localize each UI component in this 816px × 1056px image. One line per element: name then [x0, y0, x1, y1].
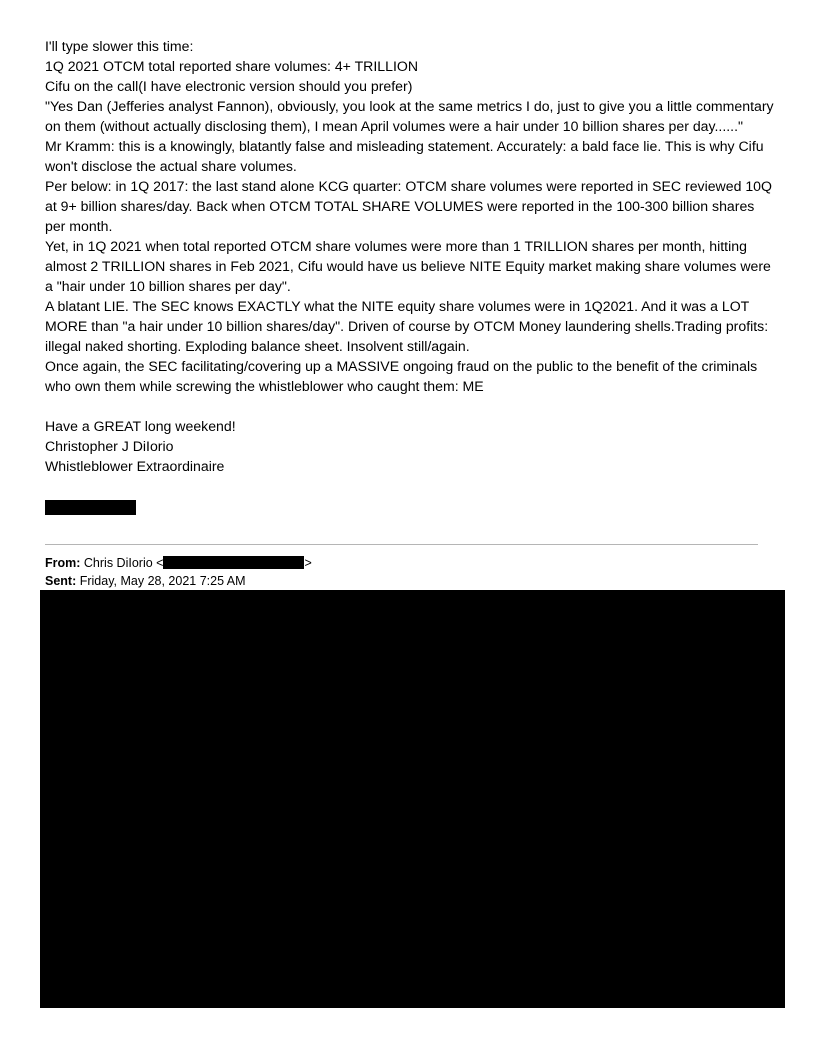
blank-line	[45, 396, 775, 416]
sent-value: Friday, May 28, 2021 7:25 AM	[79, 574, 246, 588]
divider	[45, 544, 758, 545]
sent-row	[45, 572, 312, 590]
email-body	[45, 36, 775, 476]
quoted-email-header	[45, 554, 312, 590]
signature-closing: Have a GREAT long weekend!	[45, 418, 236, 434]
body-line: Mr Kramm: this is a knowingly, blatantly false and misleading statement. Accurately: a bald face lie. This is why Cifu won't disclose the actual share volumes.	[45, 138, 764, 174]
from-close: >	[304, 556, 312, 570]
redacted-block	[40, 590, 785, 1008]
body-line: Per below: in 1Q 2017: the last stand alone KCG quarter: OTCM share volumes were reported in SEC reviewed 10Q at 9+ billion shares/day. Back when OTCM TOTAL SHARE VOLUMES were reported in the 100-300 billion shares per month.	[45, 178, 772, 234]
redacted-email	[163, 556, 304, 569]
from-row	[45, 554, 312, 572]
signature-title: Whistleblower Extraordinaire	[45, 458, 225, 474]
sent-label: Sent:	[45, 574, 77, 588]
body-line: A blatant LIE. The SEC knows EXACTLY what the NITE equity share volumes were in 1Q2021. And it was a LOT MORE than "a hair under 10 billion shares/day". Driven of course by OTCM Money laundering shells.Trading profits: illegal naked shorting. Exploding balance sheet. Insolvent still/again.	[45, 298, 769, 354]
from-name: Chris DiIorio <	[83, 556, 164, 570]
body-line: Cifu on the call(I have electronic version should you prefer)	[45, 78, 413, 94]
redaction-bar	[45, 500, 136, 515]
body-line: "Yes Dan (Jefferies analyst Fannon), obviously, you look at the same metrics I do, just to give you a little commentary on them (without actually disclosing them), I mean April volumes were a hair under 10 billion shares per day......"	[45, 98, 774, 134]
body-line: 1Q 2021 OTCM total reported share volumes: 4+ TRILLION	[45, 58, 419, 74]
body-line: Yet, in 1Q 2021 when total reported OTCM share volumes were more than 1 TRILLION shares per month, hitting almost 2 TRILLION shares in Feb 2021, Cifu would have us believe NITE Equity market making share volumes were a "hair under 10 billion shares per day".	[45, 238, 771, 294]
signature-name: Christopher J DiIorio	[45, 438, 174, 454]
from-label: From:	[45, 556, 81, 570]
body-line: Once again, the SEC facilitating/covering up a MASSIVE ongoing fraud on the public to the benefit of the criminals who own them while screwing the whistleblower who caught them: ME	[45, 358, 758, 394]
body-line: I'll type slower this time:	[45, 38, 194, 54]
